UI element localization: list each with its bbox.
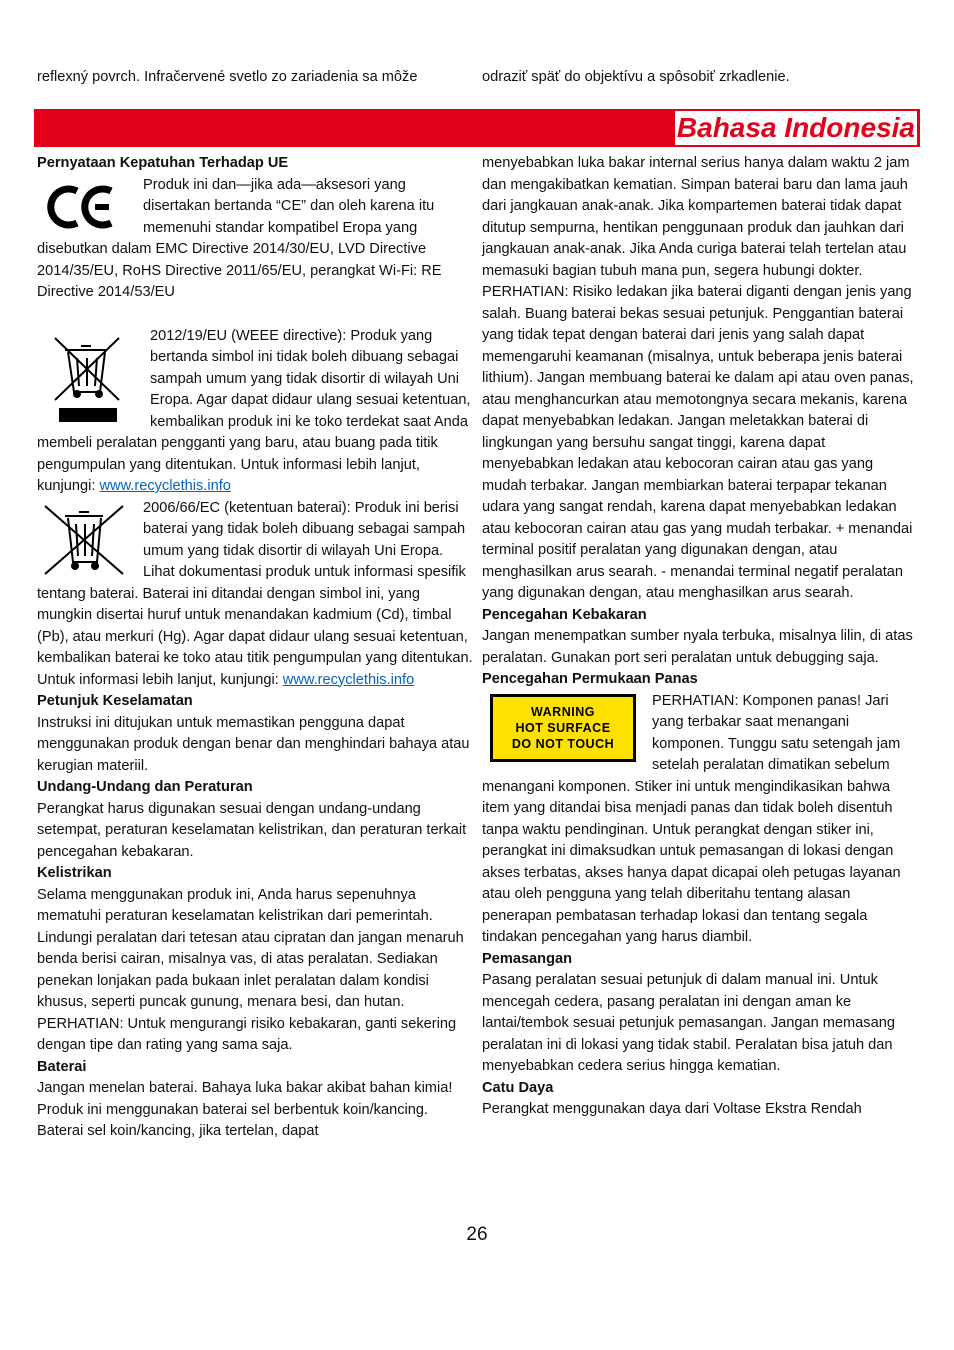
weee-section [37,326,473,498]
page-number: 26 [466,1224,488,1245]
battery-directive-body: 2006/66/EC (ketentuan baterai): Produk ini berisi baterai yang tidak boleh dibuang sebagai sampah umum yang tidak disortir di wilayah Uni Eropa. Lihat dokumentasi produk untuk informasi spesifik tentang baterai. Baterai ini ditandai dengan simbol ini, yang mungkin disertai huruf untuk menandakan kadmium (Cd), timbal (Pb), atau merkuri (Hg). Agar dapat didaur ulang sesuai ketentuan, kembalikan baterai ke toko atau titik pengumpulan yang ditentukan. Untuk informasi lebih lanjut, kunjungi: [37,499,473,688]
law-text: Perangkat harus digunakan sesuai dengan undang-undang setempat, peraturan keselamatan kelistrikan, dan peraturan terkait pencegahan kebakaran. [37,800,467,860]
battery-continued-text: menyebabkan luka bakar internal serius hanya dalam waktu 2 jam dan mengakibatkan kematian. Simpan baterai baru dan lama jauh dari jangkauan anak-anak. Jika kompartemen baterai tidak dapat ditutup sempurna, hentikan penggunaan produk dan jauhkan dari jangkauan anak-anak. Jika Anda curiga baterai telah tertelan atau memasuki bagian tubuh mana pun, segera hubungi dokter. PERHATIAN: Risiko ledakan jika baterai diganti dengan jenis yang salah. Buang baterai bekas sesuai petunjuk. Penggantian baterai yang tidak tepat dengan baterai dari jenis yang salah dapat memengaruhi keamanan (misalnya, untuk beberapa jenis baterai lithium). Jangan membuang baterai ke dalam api atau oven panas, atau menghancurkan atau memotongnya secara mekanis, karena dapat menyebabkan ledakan. Jangan meletakkan baterai di lingkungan yang bersuhu sangat tinggi, karena dapat menyebabkan ledakan atau kebocoran cairan atau gas yang mudah terbakar. Jangan membiarkan baterai terpapar tekanan udara yang sangat rendah, karena dapat menyebabkan ledakan atau kebocoran cairan atau gas yang mudah terbakar. + menandai terminal positif peralatan yang digunakan dengan, atau menghasilkan arus searah. - menandai terminal negatif peralatan yang digunakan dengan, atau menghasilkan arus searah. [482,155,914,601]
warning-line-3: DO NOT TOUCH [511,736,615,751]
ce-section [37,175,473,304]
warning-line-1: WARNING [531,704,595,719]
install-heading: Pemasangan [482,950,573,967]
electrical-heading: Kelistrikan [37,865,112,881]
fire-heading: Pencegahan Kebakaran [482,606,647,623]
fire-text: Jangan menempatkan sumber nyala terbuka, misalnya lilin, di atas peralatan. Gunakan port seri peralatan untuk debugging saja. [482,628,913,666]
battery-directive-section [37,498,473,692]
top-continuation-left: reflexný povrch. Infračervené svetlo zo zariadenia sa môže [37,69,418,85]
eu-heading: Pernyataan Kepatuhan Terhadap UE [37,155,289,171]
battery-text: Jangan menelan baterai. Bahaya luka bakar akibat bahan kimia! Produk ini menggunakan baterai sel berbentuk koin/kancing. Baterai sel koin/kancing, jika tertelan, dapat [37,1080,453,1139]
weee-link[interactable]: www.recyclethis.info [99,478,231,494]
left-column [37,153,473,1143]
right-column [482,153,918,1121]
power-text: Perangkat menggunakan daya dari Voltase Ekstra Rendah [482,1101,862,1117]
banner-title: Bahasa Indonesia [676,112,915,143]
ce-mark-icon [37,175,133,237]
battery-link[interactable]: www.recyclethis.info [282,671,415,688]
hot-surface-section [482,691,918,949]
ce-text: Produk ini dan—jika ada—aksesori yang disertakan bertanda “CE” dan oleh karena itu memenuhi standar kompatibel Eropa yang disebutkan dalam EMC Directive 2014/30/EU, LVD Directive 2014/35/EU, RoHS Directive 2011/65/EU, perangkat Wi-Fi: RE Directive 2014/53/EU [37,176,442,300]
safety-heading: Petunjuk Keselamatan [37,693,193,709]
language-banner [34,109,920,147]
hot-surface-text: PERHATIAN: Komponen panas! Jari yang terbakar saat menangani komponen. Tunggu satu setengah jam setelah peralatan dimatikan sebelum menangani komponen. Stiker ini untuk mengindikasikan bahwa item yang ditandai bisa menjadi panas dan tidak boleh disentuh tanpa waktu pendinginan. Untuk perangkat dengan stiker ini, perangkat ini dimaksudkan untuk pemasangan di lokasi dengan akses terbatas, akses hanya dapat dicapai oleh petugas layanan atau oleh pengguna yang telah diberitahu tentang alasan penerapan pembatasan terhadap lokasi dan tentang segala tindakan pencegahan yang harus diambil. [482,692,901,945]
install-text: Pasang peralatan sesuai petunjuk di dalam manual ini. Untuk mencegah cedera, pasang peralatan ini dengan aman ke lantai/tembok sesuai petunjuk pemasangan. Jangan memasang peralatan ini di lokasi yang tidak stabil. Peralatan bisa jatuh dan menyebabkan cedera serius hingga kematian. [482,972,895,1074]
warning-line-2: HOT SURFACE [515,720,611,735]
electrical-text: Selama menggunakan produk ini, Anda harus sepenuhnya mematuhi peraturan keselamatan kelistrikan dari pemerintah. Lindungi peralatan dari tetesan atau cipratan dan jangan menaruh benda berisi cairan, misalnya vas, di atas peralatan. Sediakan penekan lonjakan pada bukaan inlet peralatan dalam kondisi khusus, seperti puncak gunung, menara besi, dan hutan. PERHATIAN: Untuk mengurangi risiko kebakaran, ganti sekering dengan tipe dan rating yang sama saja. [37,886,464,1053]
law-heading: Undang-Undang dan Peraturan [37,779,253,795]
crossed-bin-battery-icon [37,500,133,580]
top-continuation-right: odraziť späť do objektívu a spôsobiť zrkadlenie. [482,69,790,85]
power-heading: Catu Daya [482,1079,554,1096]
hot-surface-warning-label [490,694,636,762]
safety-text: Instruksi ini ditujukan untuk memastikan pengguna dapat menggunakan produk dengan benar dan menghindari bahaya atau kerugian materiil. [37,714,470,774]
crossed-bin-icon [37,326,140,426]
hot-surface-heading: Pencegahan Permukaan Panas [482,671,698,687]
weee-text-body: 2012/19/EU (WEEE directive): Produk yang bertanda simbol ini tidak boleh dibuang sebagai sampah umum yang tidak disortir di wilayah Uni Eropa. Agar dapat didaur ulang sesuai ketentuan, kembalikan produk ini ke toko terdekat saat Anda membeli peralatan pengganti yang baru, atau buang pada titik pengumpulan yang ditentukan. Untuk informasi lebih lanjut, kunjungi: [37,327,471,494]
battery-heading: Baterai [37,1058,87,1075]
